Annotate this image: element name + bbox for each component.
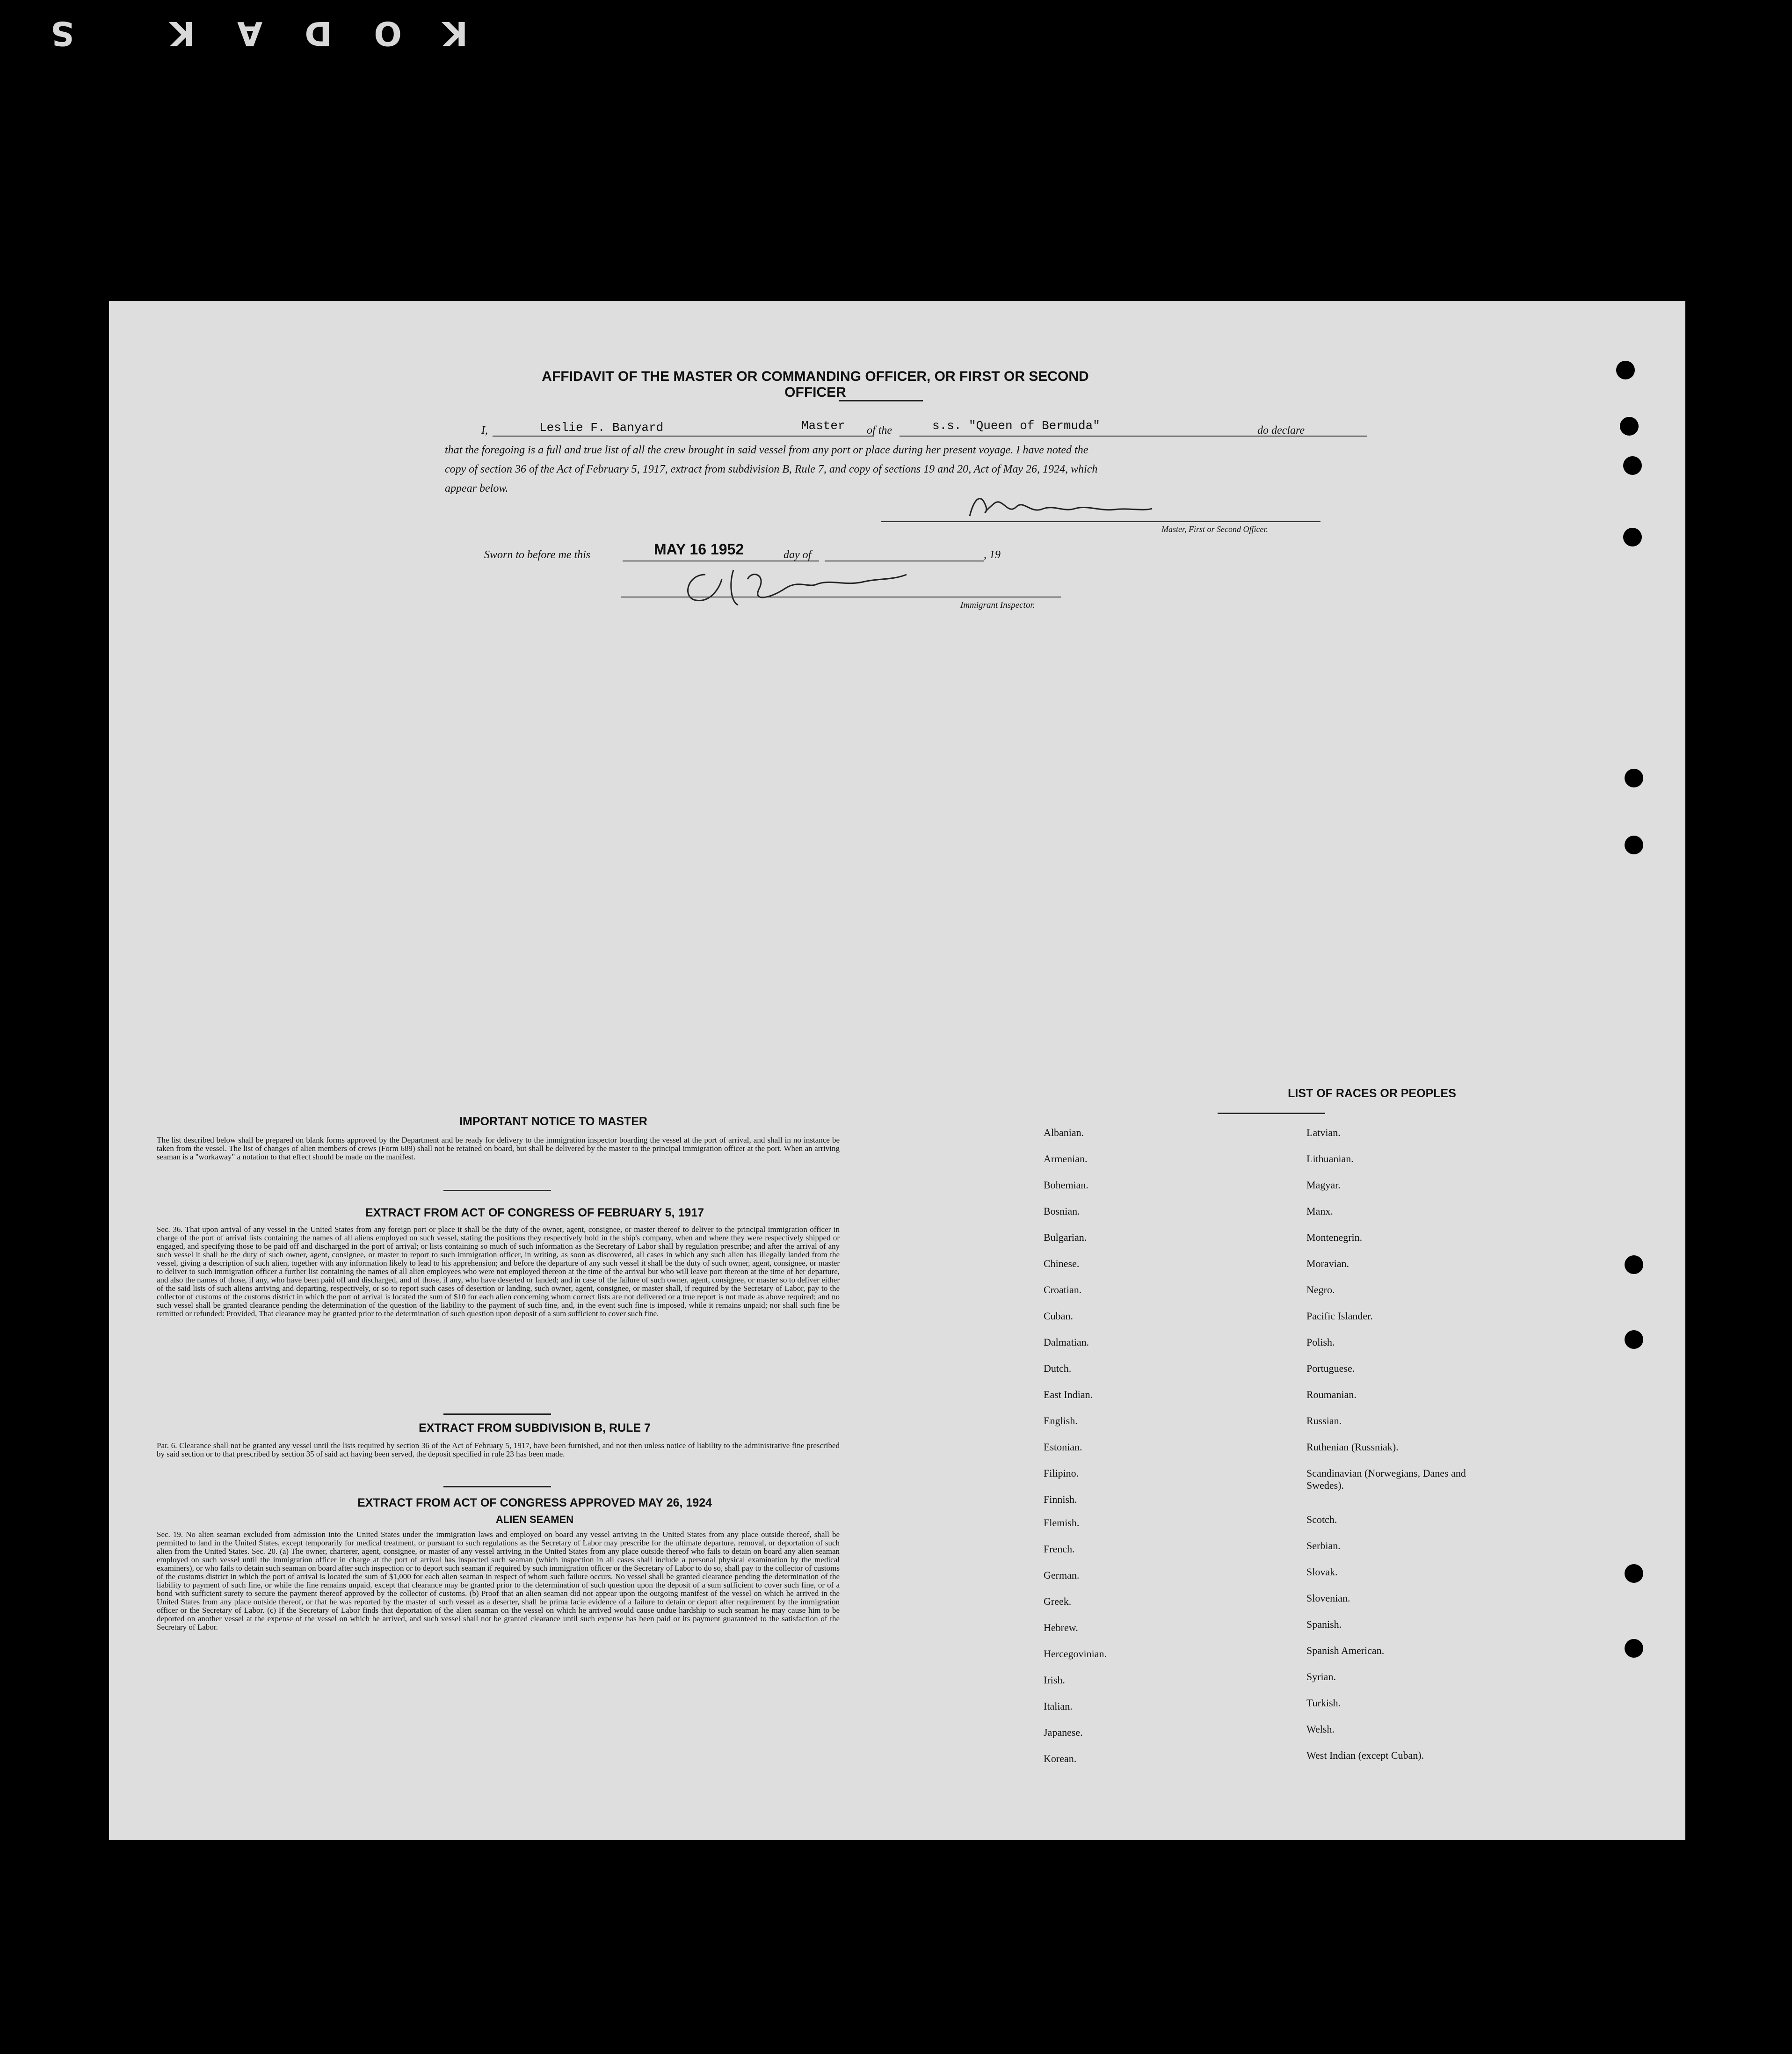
document-page [109,301,1685,1840]
race-item: Irish. [1044,1674,1065,1686]
notice-body: The list described below shall be prepared on blank forms approved by the Department and be ready for delivery to the immigration inspector boarding the vessel at the port of arrival, and shall in no instance be taken from the vessel. The list of changes of alien members of crews (Form 689) shall not be retained on board, but shall be delivered by the master to the principal immigration officer at the port. When an arriving seaman is a "workaway" a notation to that effect should be made on the manifest. [157,1136,840,1161]
punch-hole [1625,1564,1643,1583]
section-divider [443,1190,551,1191]
race-item: Syrian. [1306,1671,1336,1683]
inspector-caption: Immigrant Inspector. [960,600,1035,610]
race-item: Serbian. [1306,1540,1341,1551]
master-rank: Master [801,419,845,433]
rule7-heading: EXTRACT FROM SUBDIVISION B, RULE 7 [419,1421,651,1435]
punch-hole [1625,769,1643,787]
race-item: Turkish. [1306,1697,1341,1709]
race-item: Manx. [1306,1205,1333,1217]
race-item: Greek. [1044,1595,1072,1607]
race-item: Spanish. [1306,1618,1342,1630]
section-divider [443,1486,551,1487]
race-item: Moravian. [1306,1258,1349,1269]
notice-heading: IMPORTANT NOTICE TO MASTER [459,1115,647,1128]
race-item: Armenian. [1044,1153,1088,1165]
race-item: French. [1044,1543,1075,1555]
race-item: Spanish American. [1306,1645,1385,1656]
race-item: Dalmatian. [1044,1336,1089,1348]
extract-1924-body: Sec. 19. No alien seaman excluded from admission into the United States under the immigration laws and employed on board any vessel arriving in the United States from any place outside thereof, shall be permitted to land in the United States, except temporarily for medical treatment, or pursuant to such regulations as the Secretary of Labor may prescribe for the ultimate departure, removal, or deportation of such alien from the United States. Sec. 20. (a) The owner, charterer, agent, consignee, or master of any vessel arriving in the United States from any place outside thereof who fails to detain on board any alien seaman employed on such vessel until the immigration officer in charge at the port of arrival has inspected such seaman (which inspection in all cases shall include a personal physical examination by the medical examiners), or who fails to detain such seaman on board after such inspection or to deport such seaman if required by such immigration officer or the Secretary of Labor to do so, shall pay to the collector of customs of the customs district in which the port of arrival is located the sum of $1,000 for each alien seaman in respect of whom such failure occurs. No vessel shall be granted clearance pending the determination of the liability to payment of such fine, or while the fine remains unpaid, except that clearance may be granted prior to the determination of such question upon the deposit of a sum sufficient to cover such fine, or of a bond with sufficient surety to secure the payment thereof approved by the collector of customs. (b) Proof that an alien seaman did not appear upon the outgoing manifest of the vessel on which he arrived in the United States from any place outside thereof, or that he was reported by the master of such vessel as a deserter, shall be prima facie evidence of a failure to detain or deport after requirement by the immigration officer or the Secretary of Labor. (c) If the Secretary of Labor finds that deportation of the alien seaman on the vessel on which he arrived would cause undue hardship to such seaman he may cause him to be deported on another vessel at the expense of the vessel on which he arrived, and such vessel shall not be granted clearance until such expense has been paid or its payment guaranteed to the satisfaction of the Secretary of Labor. [157,1530,840,1632]
punch-hole [1620,417,1639,436]
affidavit-title: AFFIDAVIT OF THE MASTER OR COMMANDING OFFICER, OR FIRST OR SECOND OFFICER [542,369,1089,400]
film-edge-label: KODAK S [8,14,468,52]
title-divider [839,400,923,401]
punch-hole [1623,528,1642,546]
section-divider [443,1413,551,1415]
extract-1924-subheading: ALIEN SEAMEN [495,1514,574,1525]
race-item: English. [1044,1415,1078,1427]
race-item: Slovenian. [1306,1592,1350,1604]
punch-hole [1625,1330,1643,1349]
race-item: Scotch. [1306,1514,1337,1525]
race-item: Korean. [1044,1753,1077,1764]
race-item: Bulgarian. [1044,1231,1087,1243]
master-name: Leslie F. Banyard [539,421,664,435]
race-item: Flemish. [1044,1517,1080,1529]
affidavit-line2: that the foregoing is a full and true list of all the crew brought in said vessel from any port or place during her present voyage. I have noted the [445,444,1088,456]
race-item: Ruthenian (Russniak). [1306,1441,1399,1453]
extract-1917-body: Sec. 36. That upon arrival of any vessel in the United States from any foreign port or place it shall be the duty of the owner, agent, consignee, or master thereof to deliver to the principal immigration officer in charge of the port of arrival lists containing the names of all aliens employed on such vessel, stating the positions they respectively hold in the ship's company, when and where they were respectively shipped or engaged, and specifying those to be paid off and discharged in the port of arrival; or lists containing so much of such information as the Secretary of Labor shall by regulation prescribe; and after the arrival of any such vessel it shall be the duty of such owner, agent, consignee, or master to report to such immigration officer, in writing, as soon as discovered, all cases in which any such alien has illegally landed from the vessel, giving a description of such alien, together with any information likely to lead to his apprehension; and before the departure of any such vessel it shall be the duty of such owner, agent, consignee, or master to deliver to such immigration officer a further list containing the names of all alien employees who were not employed thereon at the time of the arrival but who will leave port thereon at the time of her departure, and also the names of those, if any, who have been paid off and discharged, and of those, if any, who have deserted or landed; and in case of the failure of such owner, agent, consignee, or master so to deliver either of the said lists of such aliens arriving and departing, respectively, or so to report such cases of desertion or landing, such owner, agent, consignee, or master shall, if required by the Secretary of Labor, pay to the collector of customs of the customs district in which the port of arrival is located the sum of $10 for each alien concerning whom correct lists are not delivered or a true report is not made as above required; and no such vessel shall be granted clearance pending the determination of the question of the liability to the payment of such fine, and, in the event such fine is imposed, while it remains unpaid; nor shall such fine be remitted or refunded: Provided, That clearance may be granted prior to the determination of such question upon deposit of a sum sufficient to cover such fine. [157,1225,840,1318]
race-item: Welsh. [1306,1723,1335,1735]
race-item: Hebrew. [1044,1622,1078,1633]
race-item: Pacific Islander. [1306,1310,1373,1322]
race-item: Croatian. [1044,1284,1082,1296]
race-item: Estonian. [1044,1441,1082,1453]
race-item: Negro. [1306,1284,1335,1296]
race-item: Japanese. [1044,1726,1083,1738]
affidavit-i: I, [481,424,488,437]
master-signature-line [881,521,1320,522]
race-item: Bosnian. [1044,1205,1080,1217]
race-item: Roumanian. [1306,1389,1357,1400]
affidavit-of-the: of the [867,424,892,437]
race-item: Albanian. [1044,1127,1084,1138]
affidavit-line3: copy of section 36 of the Act of February 5, 1917, extract from subdivision B, Rule 7, and copy of sections 19 and 20, Act of May 26, 1924, which [445,463,1098,475]
sworn-prefix: Sworn to before me this [484,549,591,561]
affidavit-do-declare: do declare [1257,424,1305,437]
rule7-body: Par. 6. Clearance shall not be granted any vessel until the lists required by section 36 of the Act of February 5, 1917, have been furnished, and not then unless notice of liability to the administrative fine prescribed by said section or to that prescribed by section 35 of said act having been served, the deposit specified in rule 23 has been made. [157,1441,840,1458]
name-underline [493,436,874,437]
race-item: German. [1044,1569,1080,1581]
punch-hole [1625,1639,1643,1658]
sworn-year: , 19 [984,549,1001,561]
inspector-signature [677,561,921,614]
races-heading: LIST OF RACES OR PEOPLES [1288,1087,1456,1100]
race-item: Dutch. [1044,1362,1072,1374]
affidavit-line4: appear below. [445,482,508,495]
punch-hole [1625,836,1643,854]
sworn-date-stamp: MAY 16 1952 [654,541,744,558]
race-item: Polish. [1306,1336,1335,1348]
extract-1917-heading: EXTRACT FROM ACT OF CONGRESS OF FEBRUARY 5, 1917 [365,1206,704,1219]
race-item: West Indian (except Cuban). [1306,1749,1424,1761]
race-item: Chinese. [1044,1258,1080,1269]
punch-hole [1616,361,1635,379]
punch-hole [1623,456,1642,475]
races-divider [1218,1113,1325,1114]
extract-1924-heading: EXTRACT FROM ACT OF CONGRESS APPROVED MAY 26, 1924 [357,1496,712,1509]
race-item: Scandinavian (Norwegians, Danes and Swedes). [1306,1467,1466,1491]
race-item: Bohemian. [1044,1179,1088,1191]
race-item: Filipino. [1044,1467,1079,1479]
race-item: Slovak. [1306,1566,1338,1578]
race-item: Portuguese. [1306,1362,1355,1374]
race-item: Magyar. [1306,1179,1341,1191]
race-item: East Indian. [1044,1389,1093,1400]
punch-hole [1625,1255,1643,1274]
race-item: Italian. [1044,1700,1073,1712]
master-caption: Master, First or Second Officer. [1161,524,1268,534]
race-item: Lithuanian. [1306,1153,1354,1165]
race-item: Russian. [1306,1415,1342,1427]
race-item: Cuban. [1044,1310,1073,1322]
race-item: Hercegovinian. [1044,1648,1107,1660]
vessel-name: s.s. "Queen of Bermuda" [932,419,1100,433]
race-item: Finnish. [1044,1493,1077,1505]
race-item: Montenegrin. [1306,1231,1363,1243]
sworn-day-of: day of [784,549,812,561]
race-item: Latvian. [1306,1127,1341,1138]
film-edge [0,0,1792,70]
